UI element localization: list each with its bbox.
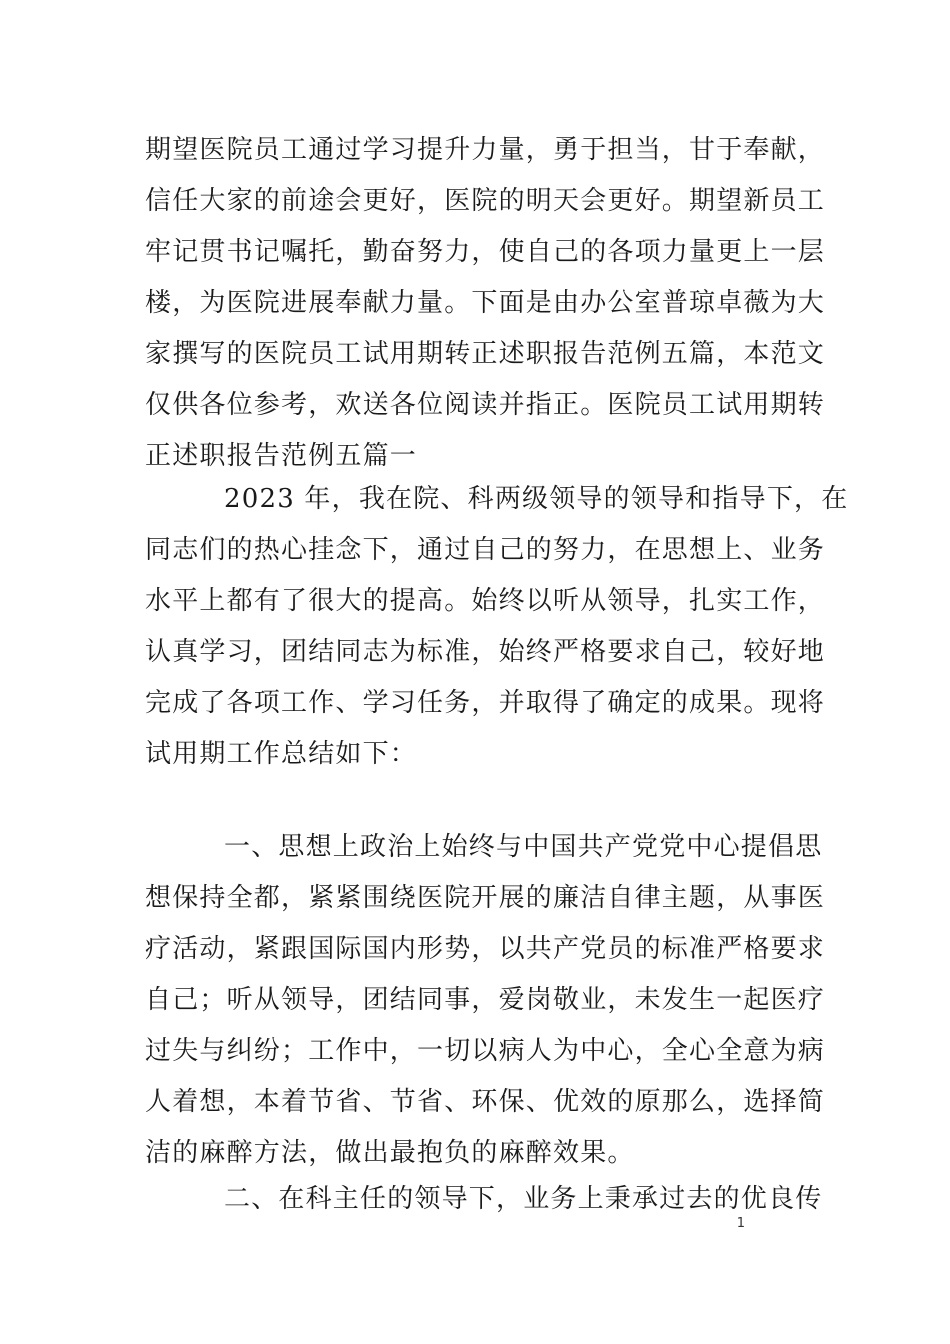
paragraph-3-line-2: 想保持全都，紧紧围绕医院开展的廉洁自律主题，从事医	[145, 883, 826, 913]
paragraph-3-line-4: 自己；听从领导，团结同事，爱岗敬业，未发生一起医疗	[145, 985, 826, 1015]
paragraph-1-line-4: 楼，为医院进展奉献力量。下面是由办公室普琼卓薇为大	[145, 288, 826, 318]
paragraph-1-line-5: 家撰写的医院员工试用期转正述职报告范例五篇，本范文	[145, 339, 826, 369]
paragraph-3-line-7: 洁的麻醉方法，做出最抱负的麻醉效果。	[145, 1138, 635, 1168]
page-number: 1	[736, 1216, 745, 1231]
paragraph-2-line-1: 2023 年，我在院、科两级领导的领导和指导下，在	[224, 484, 849, 514]
paragraph-1-line-1: 期望医院员工通过学习提升力量，勇于担当，甘于奉献，	[145, 135, 826, 165]
paragraph-2-line-5: 完成了各项工作、学习任务，并取得了确定的成果。现将	[145, 688, 826, 718]
paragraph-3-line-3: 疗活动，紧跟国际国内形势，以共产党员的标准严格要求	[145, 934, 826, 964]
paragraph-1-line-7: 正述职报告范例五篇一	[145, 441, 418, 471]
paragraph-3-line-6: 人着想，本着节省、节省、环保、优效的原那么，选择简	[145, 1087, 826, 1117]
paragraph-2-line-2: 同志们的热心挂念下，通过自己的努力，在思想上、业务	[145, 535, 826, 565]
paragraph-4-line-1: 二、在科主任的领导下，业务上秉承过去的优良传	[224, 1184, 823, 1214]
paragraph-1-line-3: 牢记贯书记嘱托，勤奋努力，使自己的各项力量更上一层	[145, 237, 826, 267]
paragraph-1-line-6: 仅供各位参考，欢送各位阅读并指正。医院员工试用期转	[145, 390, 826, 420]
paragraph-3-line-5: 过失与纠纷；工作中，一切以病人为中心，全心全意为病	[145, 1036, 826, 1066]
paragraph-2-line-3: 水平上都有了很大的提高。始终以听从领导，扎实工作，	[145, 586, 826, 616]
paragraph-1-line-2: 信任大家的前途会更好，医院的明天会更好。期望新员工	[145, 186, 826, 216]
paragraph-2-line-4: 认真学习，团结同志为标准，始终严格要求自己，较好地	[145, 637, 826, 667]
paragraph-2-line-6: 试用期工作总结如下：	[145, 739, 418, 769]
paragraph-3-line-1: 一、思想上政治上始终与中国共产党党中心提倡思	[224, 832, 823, 862]
